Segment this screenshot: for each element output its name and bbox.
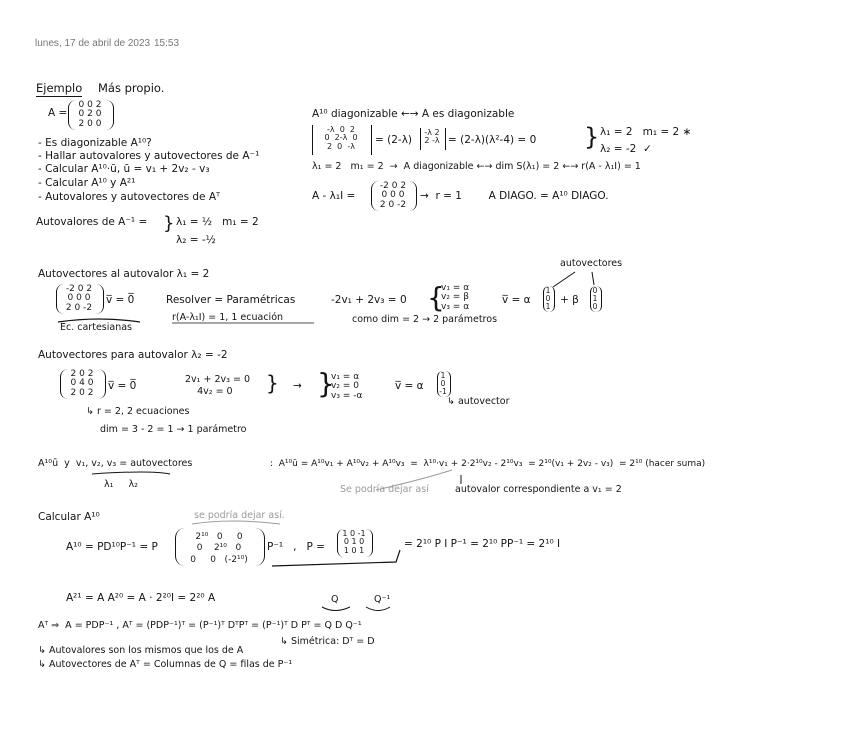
a10u-left: A¹⁰ū y v₁, v₂, v₃ = autovectores [38, 458, 193, 469]
task-5: - Autovalores y autovectores de Aᵀ [38, 191, 221, 203]
time-header: 15:53 [154, 38, 180, 49]
lambda1-inv: λ₁ = ½ m₁ = 2 [176, 216, 259, 228]
brace-av2-params: } [317, 367, 335, 400]
a-minus-lambda-matrix: -2 0 2 0 0 0 2 0 -2 [379, 181, 407, 210]
av1-eq: v̅ = 0̅ [106, 294, 135, 306]
det-minor: -λ 2 2 -λ [424, 128, 440, 146]
rank-diago: → r = 1 A DIAGO. = A¹⁰ DIAGO. [420, 190, 609, 202]
eigen-1: λ₁ = 2 m₁ = 2 ∗ [600, 126, 692, 138]
eigen-2: λ₂ = -2 ✓ [600, 143, 652, 155]
date-header: lunes, 17 de abril de 2023 [35, 38, 151, 49]
det-eq2: = (2-λ)(λ²-4) = 0 [448, 134, 537, 146]
grey-pointer-line [376, 470, 452, 490]
a10u-main: : A¹⁰ū = A¹⁰v₁ + A¹⁰v₂ + A¹⁰v₃ = λ¹⁰·v₁ + 2·2¹⁰v₂ - 2¹⁰v₃ = 2¹⁰(v₁ + 2v₂ - v₃) = 2¹⁰ (hacer suma) [270, 459, 706, 469]
av1-title: Autovectores al autovalor λ₁ = 2 [38, 268, 210, 280]
av2-eq: v̅ = 0̅ [108, 380, 137, 392]
av2-note1: ↳ r = 2, 2 ecuaciones [86, 406, 190, 417]
av2-title: Autovectores para autovalor λ₂ = -2 [38, 349, 228, 361]
brace-av1-params: { [427, 281, 445, 314]
calc-eq-left: A¹⁰ = PD¹⁰P⁻¹ = P [66, 541, 158, 553]
av1-vec-a: 1 0 1 [545, 286, 551, 311]
calc-p-matrix: 1 0 -1 0 1 0 1 0 1 [342, 529, 366, 555]
transp-q-label: Q [331, 594, 339, 605]
a10u-autovalor-note: autovalor correspondiente a v₁ = 2 [455, 484, 622, 495]
lambda2-inv: λ₂ = -½ [176, 234, 216, 246]
brace-eigen: } [584, 123, 600, 151]
transp-note2: ↳ Autovectores de Aᵀ = Columnas de Q = filas de P⁻¹ [38, 659, 293, 670]
av2-note2: dim = 3 - 2 = 1 → 1 parámetro [100, 424, 247, 435]
calc-a21: A²¹ = A A²⁰ = A · 2²⁰I = 2²⁰ A [66, 592, 216, 604]
calc-title: Calcular A¹⁰ [38, 511, 100, 523]
a-minus-lambda-label: A - λ₁I = [312, 190, 356, 202]
a10u-lambda-labels: λ₁ λ₂ [104, 479, 138, 490]
av1-plus-beta: + β [560, 294, 579, 306]
grey-calc-underline [192, 521, 280, 524]
diagonizable-statement: A¹⁰ diagonizable ←→ A es diagonizable [312, 108, 515, 120]
av1-vec-b: 0 1 0 [592, 286, 598, 311]
resolver-parametricas: Resolver = Paramétricas [166, 294, 296, 306]
av1-params: v₁ = α v₂ = β v₃ = α [441, 283, 470, 312]
av1-equation: -2v₁ + 2v₃ = 0 [331, 294, 407, 306]
brace-autovalores-inv: } [163, 213, 175, 234]
av2-arrow: → [293, 380, 302, 392]
transp-line: Aᵀ ⇒ A = PDP⁻¹ , Aᵀ = (PDP⁻¹)ᵀ = (P⁻¹)ᵀ DᵀPᵀ = (P⁻¹)ᵀ D Pᵀ = Q D Q⁻¹ [38, 620, 362, 631]
task-4: - Calcular A¹⁰ y A²¹ [38, 177, 136, 189]
ec-brace-stroke [58, 319, 140, 322]
a10u-grey-note: Se podría dejar así [340, 484, 429, 495]
task-2: - Hallar autovalores y autovectores de A⁻¹ [38, 150, 260, 162]
a10u-underline [92, 472, 170, 474]
calc-diag: 2¹⁰ 0 0 0 2¹⁰ 0 0 0 (-2¹⁰) [190, 532, 248, 565]
av1-matrix: -2 0 2 0 0 0 2 0 -2 [65, 284, 93, 313]
task-1: - Es diagonizable A¹⁰? [38, 137, 152, 149]
av1-como-dim: como dim = 2 → 2 parámetros [352, 314, 498, 325]
av1-vec: v̅ = α [502, 294, 531, 306]
av2-vec: v̅ = α [395, 380, 424, 392]
label-autovectores: autovectores [560, 258, 623, 269]
task-3: - Calcular A¹⁰·ū, ū = v₁ + 2v₂ - v₃ [38, 163, 210, 175]
det-matrix: -λ 0 2 0 2-λ 0 2 0 -λ [324, 125, 358, 151]
av1-rank: r(A-λ₁I) = 1, 1 ecuación [172, 312, 284, 323]
calc-arrow [272, 550, 400, 566]
av2-autovector: ↳ autovector [447, 396, 510, 407]
transp-qinv-label: Q⁻¹ [374, 594, 391, 605]
calc-grey-note: se podría dejar así. [194, 510, 285, 521]
ejemplo-subtitle: Más propio. [98, 81, 165, 95]
transp-braces [322, 607, 390, 611]
ejemplo-title: Ejemplo [36, 82, 82, 97]
transp-note1: ↳ Autovalores son los mismos que los de A [38, 645, 244, 656]
av2-vec-a: 1 0 -1 [439, 371, 447, 396]
av2-system: 2v₁ + 2v₃ = 0 4v₂ = 0 [185, 374, 250, 398]
brace-av2-system: } [266, 371, 279, 395]
matrix-a: 0 0 2 0 2 0 2 0 0 [78, 100, 102, 129]
transp-simetrica: ↳ Simétrica: Dᵀ = D [280, 636, 375, 647]
calc-result: = 2¹⁰ P I P⁻¹ = 2¹⁰ PP⁻¹ = 2¹⁰ I [404, 538, 561, 550]
autovalores-inv-label: Autovalores de A⁻¹ = [36, 216, 148, 228]
autovectores-pointers [553, 272, 594, 287]
ec-cartesianas: Ec. cartesianas [60, 322, 132, 333]
det-eq: = (2-λ) [375, 134, 413, 146]
diagonizable-criterion: λ₁ = 2 m₁ = 2 → A diagonizable ←→ dim S(λ₁) = 2 ←→ r(A - λ₁I) = 1 [312, 161, 641, 172]
av2-params: v₁ = α v₂ = 0 v₃ = -α [331, 372, 363, 401]
matrix-a-label: A = [48, 107, 68, 119]
calc-pinv: P⁻¹ , P = [267, 541, 325, 553]
av2-matrix: 2 0 2 0 4 0 2 0 2 [70, 369, 94, 398]
